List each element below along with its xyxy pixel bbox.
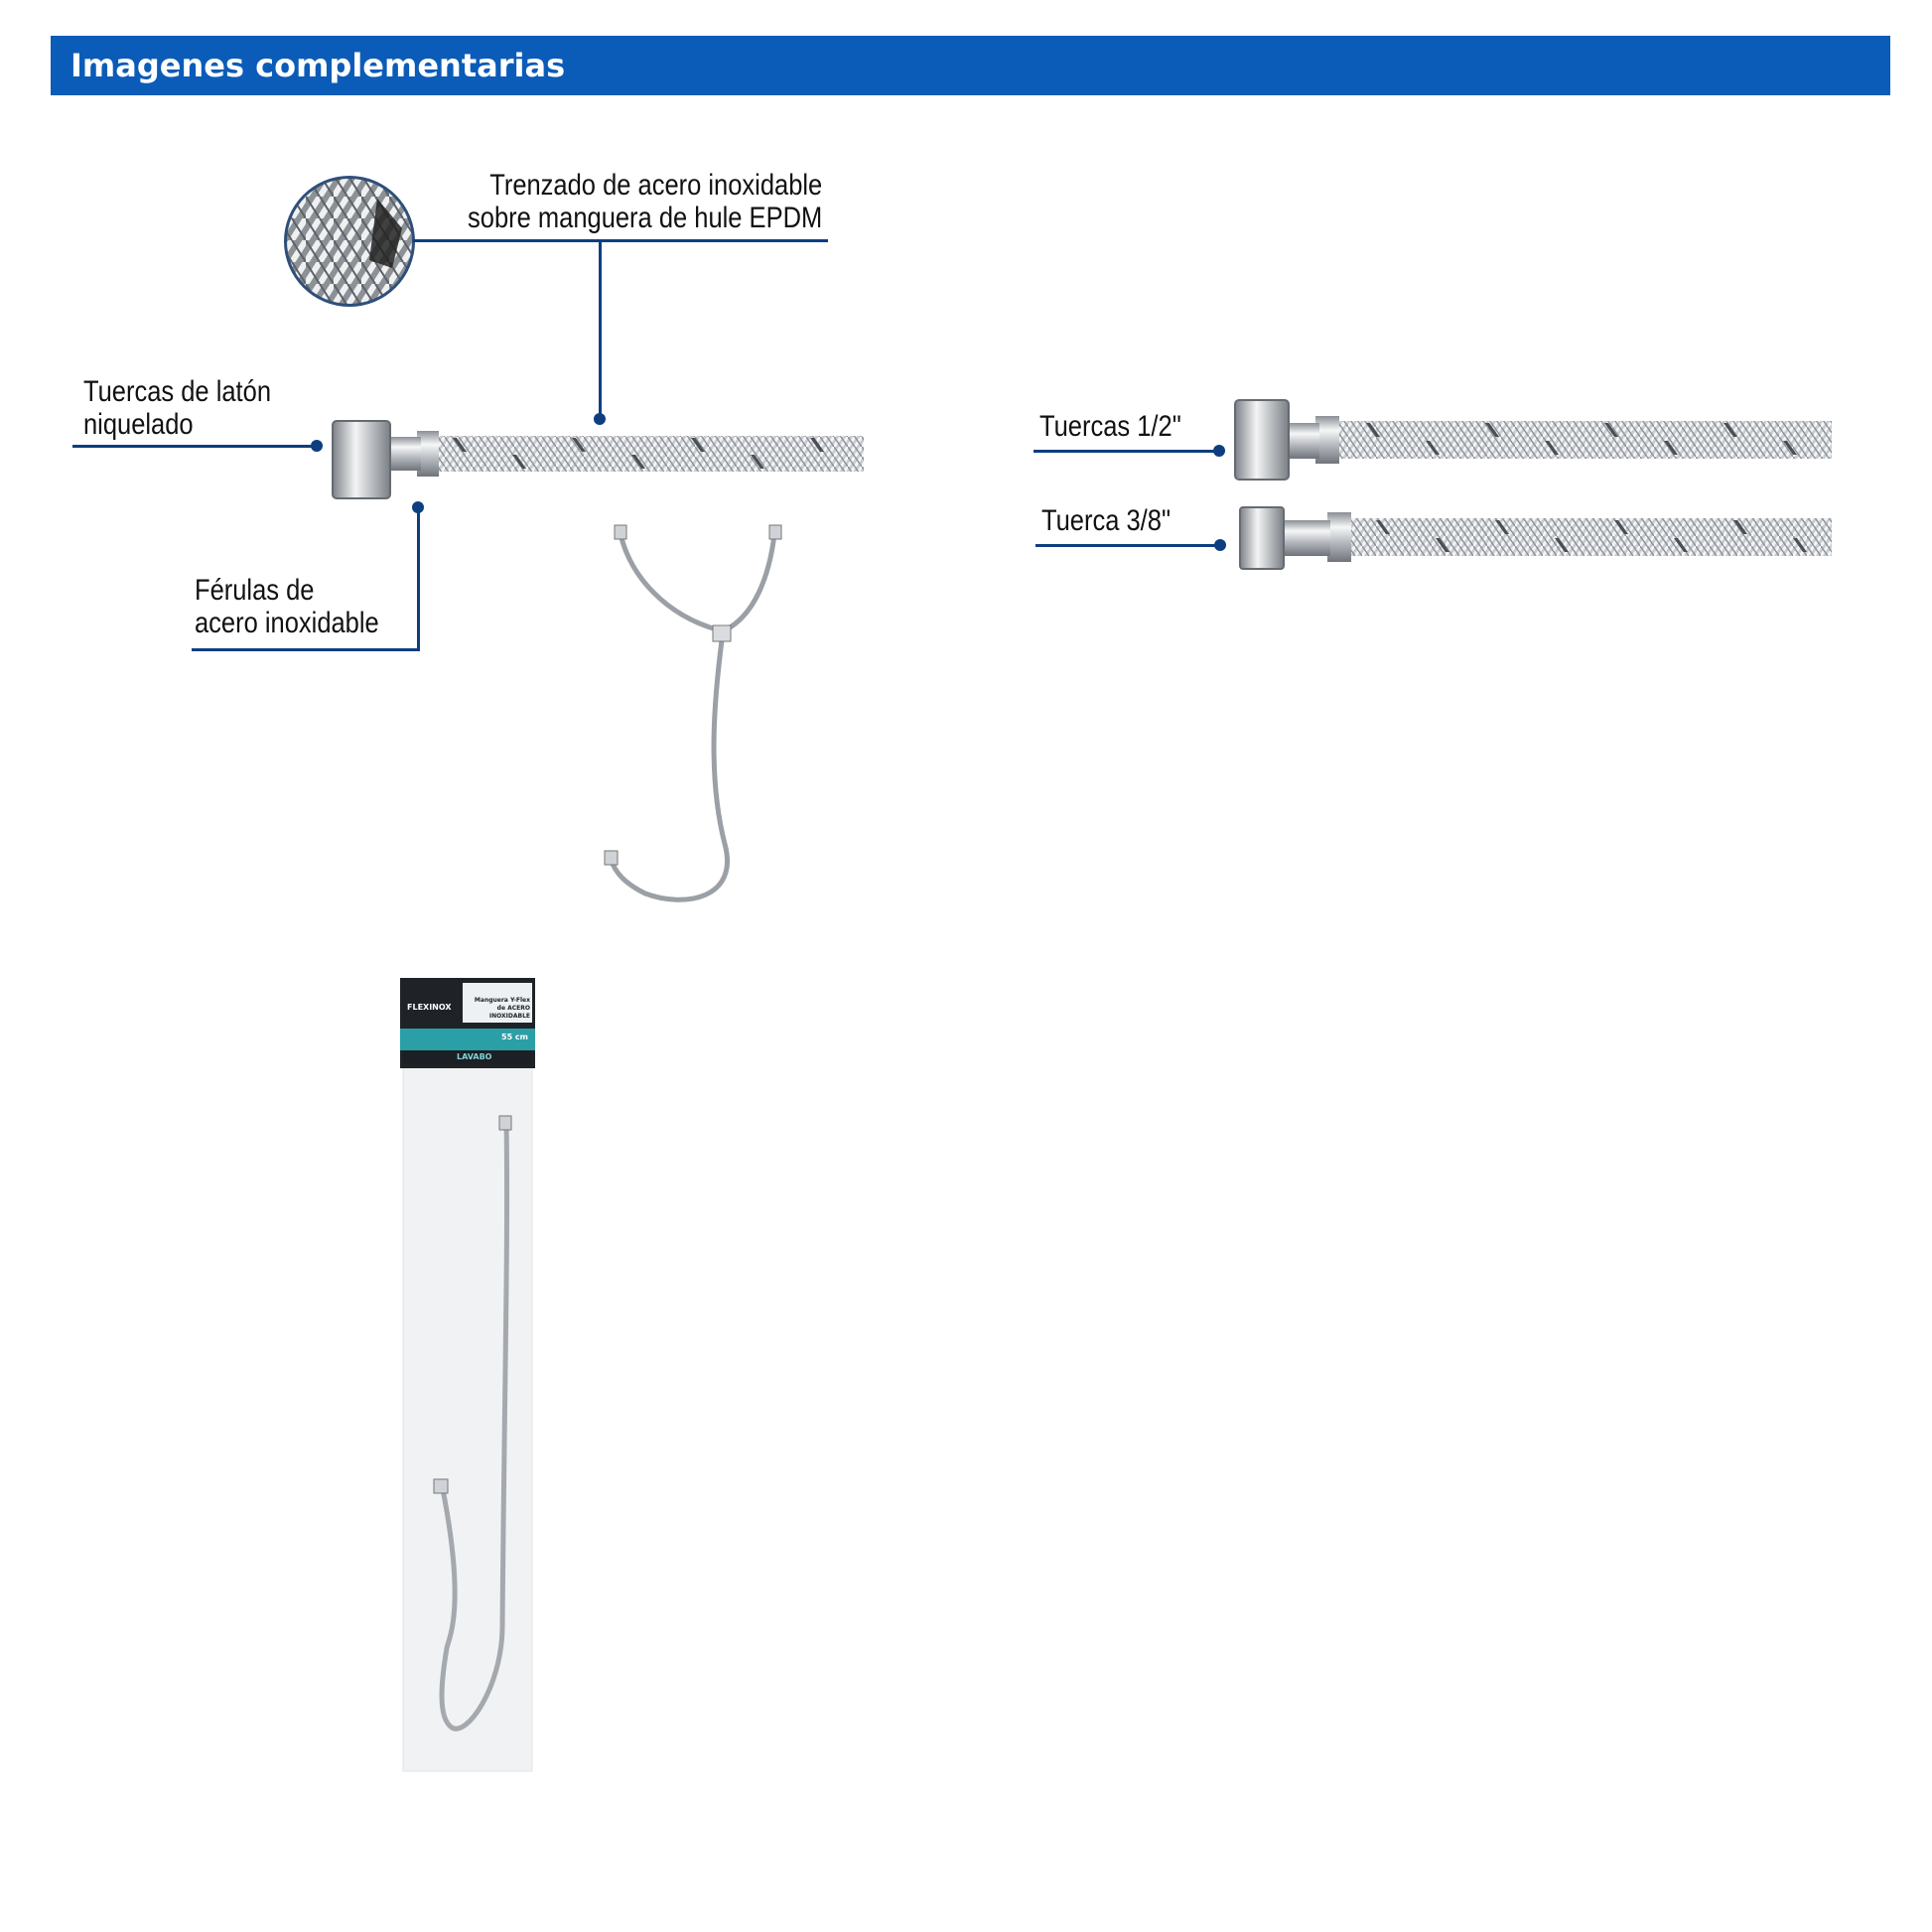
package-length: 55 cm [501, 1033, 528, 1041]
braid-detail-image [284, 176, 415, 307]
callout-ferrules-line-h [192, 648, 420, 651]
callout-nuts-line [72, 445, 319, 448]
hose-half-inch-image [1235, 400, 1832, 480]
callout-ferrules-line1: Férulas de [195, 574, 315, 607]
callout-ferrules-dot [412, 501, 424, 513]
callout-braid-dot [594, 413, 606, 425]
hose-three-eighths-image [1240, 507, 1832, 569]
callout-nut-half-inch-dot [1213, 445, 1225, 457]
callout-nut-three-eighths-line [1035, 544, 1222, 547]
callout-ferrules-line-v [417, 508, 420, 651]
package-application: LAVABO [457, 1052, 492, 1061]
callout-nuts-dot [311, 440, 323, 452]
callout-nut-half-inch-line [1034, 450, 1221, 453]
product-package-image [400, 978, 535, 1771]
labeled-hose-image [333, 421, 864, 498]
callout-nut-half-inch: Tuercas 1/2" [1039, 410, 1181, 443]
package-brand: FLEXINOX [407, 1003, 452, 1012]
callout-nuts [83, 375, 271, 441]
section-title: Imagenes complementarias [70, 47, 566, 84]
callout-braid-line-h [413, 239, 828, 242]
callout-nut-three-eighths: Tuerca 3/8" [1041, 504, 1172, 537]
callout-braid-line2: sobre manguera de hule EPDM [467, 202, 822, 234]
y-hose-image [605, 525, 781, 899]
callout-nuts-line1: Tuercas de latón [83, 375, 272, 408]
callout-ferrules-line2: acero inoxidable [195, 607, 379, 639]
callout-braid-line-v [599, 241, 602, 420]
package-description: Manguera Y-Flex de ACERO INOXIDABLE [474, 997, 530, 1020]
callout-braid [468, 169, 822, 234]
callout-nut-three-eighths-dot [1214, 539, 1226, 551]
callout-nuts-line2: niquelado [83, 408, 194, 441]
callout-braid-line1: Trenzado de acero inoxidable [488, 169, 822, 202]
callout-ferrules [195, 574, 379, 639]
